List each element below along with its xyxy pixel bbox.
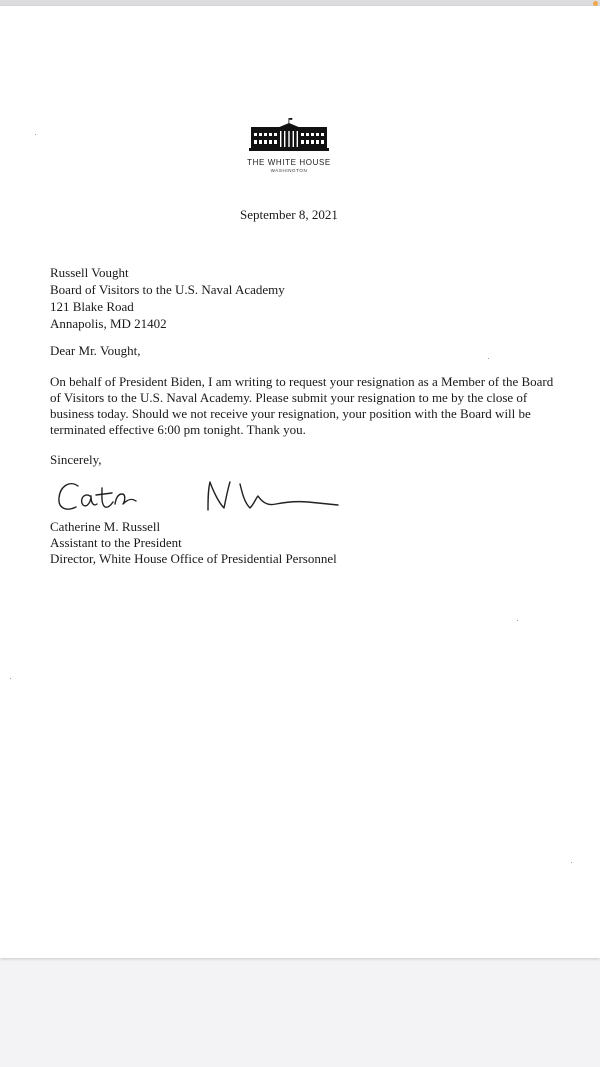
- recipient-address: [50, 264, 285, 332]
- recipient-street: 121 Blake Road: [50, 299, 134, 314]
- closing: Sincerely,: [50, 452, 102, 467]
- signer-name: Catherine M. Russell: [50, 519, 161, 534]
- recipient-city: Annapolis, MD 21402: [50, 316, 167, 331]
- body-line: terminated effective 6:00 pm tonight. Thank you.: [50, 422, 306, 437]
- letterhead-title: THE WHITE HOUSE: [247, 158, 331, 167]
- recipient-name: Russell Vought: [50, 265, 129, 280]
- signer-title: Assistant to the President: [50, 535, 182, 550]
- letter-body: [50, 374, 560, 438]
- letter-date: September 8, 2021: [240, 207, 338, 222]
- white-house-icon: [249, 118, 329, 152]
- body-line: business today. Should we not receive your resignation, your position with the Board will be: [50, 406, 531, 421]
- signer-office: Director, White House Office of Presidential Personnel: [50, 551, 337, 566]
- signature-block: [50, 519, 337, 567]
- letterhead-subtitle: WASHINGTON: [270, 168, 308, 173]
- recipient-organization: Board of Visitors to the U.S. Naval Academy: [50, 282, 285, 297]
- body-line: On behalf of President Biden, I am writing to request your resignation as a Member of the Board: [50, 374, 554, 389]
- salutation: Dear Mr. Vought,: [50, 343, 141, 358]
- handwritten-signature: [56, 474, 346, 520]
- body-line: of Visitors to the U.S. Naval Academy. Please submit your resignation to me by the close of: [50, 390, 528, 405]
- letterhead: [0, 118, 578, 173]
